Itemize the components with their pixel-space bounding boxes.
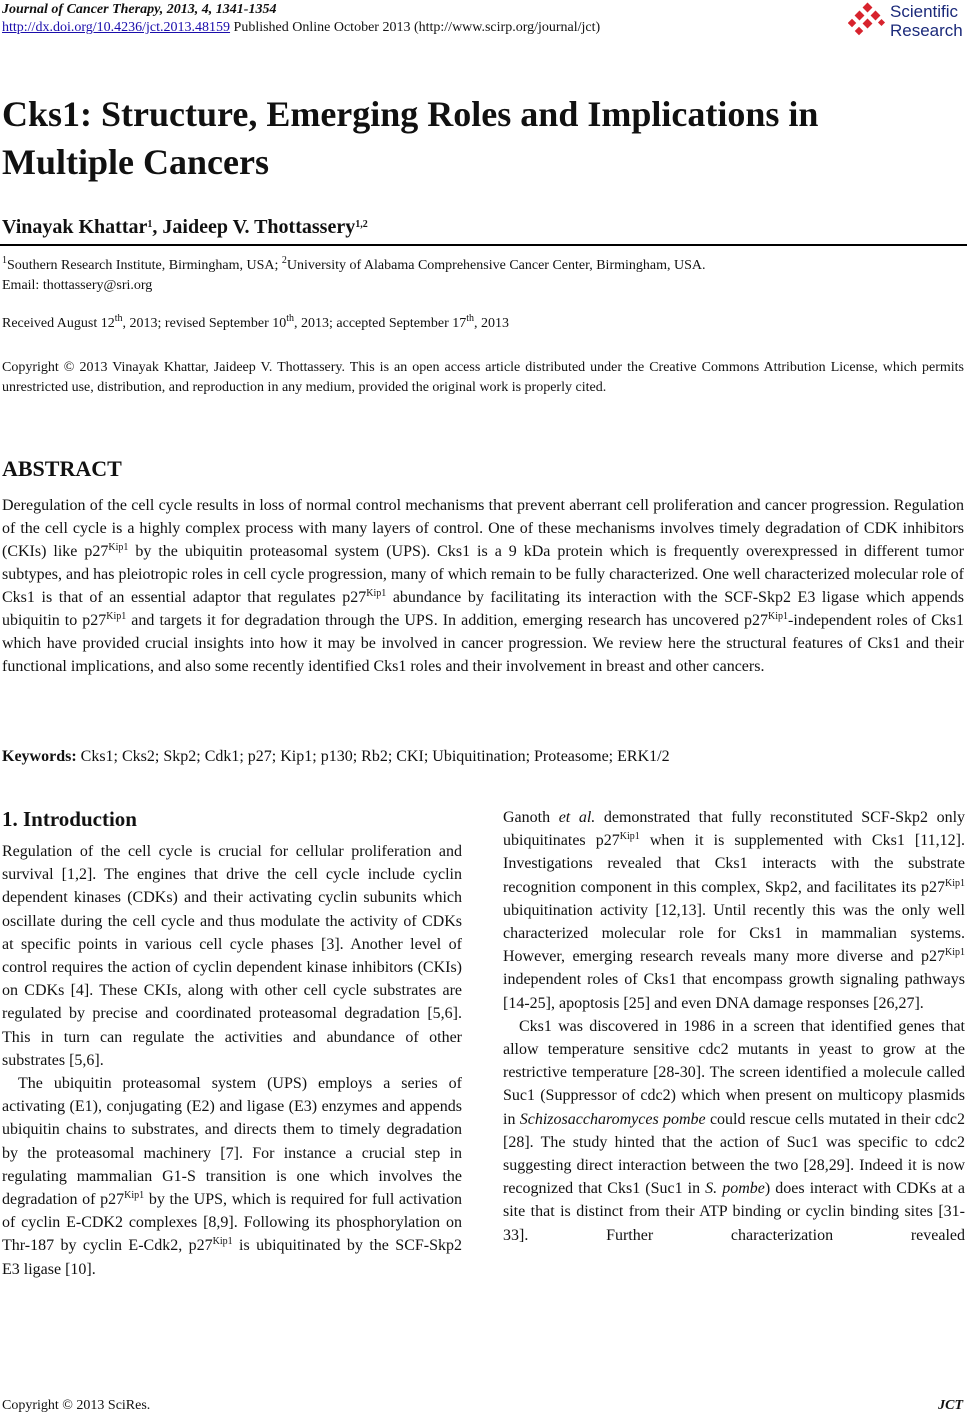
abstract-text: Deregulation of the cell cycle results in loss of normal control mechanisms that prevent aberrant cell proliferation and cancer progression. Regulation of the cell cycle is a highly complex process with many layers of control. One of these mechanisms involves timely degradation of CDK inhibitors (CKIs) like p27 (2, 497, 964, 560)
species-name: Schizosaccharomyces pombe (519, 1110, 706, 1128)
ordinal-sup: th (466, 313, 475, 324)
paragraph-text: ) does interact with CDKs at a site that is distinct from their ATP binding or cyclin binding sites [31-33]. Further characterization revealed (503, 1180, 966, 1244)
copyright-notice: Copyright © 2013 Vinayak Khattar, Jaideep V. Thottassery. This is an open access article distributed under the Creative Commons Attribution License, which permits unrestricted use, distribution, and reproduction in any medium, provided the original work is properly cited. (2, 360, 964, 395)
kip-sup: Kip1 (945, 877, 965, 889)
paragraph (2, 1072, 462, 1281)
paragraph-text: The ubiquitin proteasomal system (UPS) employs a series of activating (E1), conjugating (E2) and ligase (E3) enzymes and appends ubiquitin chains to substrates, and directs them to timely degradation by the proteasomal machinery [7]. For instance a crucial step in regulating mammalian G1-S transition is one which involves the degradation of p27 (2, 1075, 462, 1209)
logo-line-2: Research (890, 21, 963, 40)
kip-sup: Kip1 (366, 588, 387, 599)
journal-volume: , 2013, 4, 1341-1354 (159, 2, 277, 17)
kip-sup: Kip1 (106, 611, 127, 622)
affil-sup-1: 1 (2, 255, 7, 266)
abstract-text: by the ubiquitin proteasomal system (UPS). Cks1 is a 9 kDa protein which is frequently overexpressed in different tumor subtypes, and has pleiotropic roles in cell cycle progression, many of which remain to be fully characterized. One well characterized molecular role of Cks1 is that of an essential adaptor that regulates p27 (2, 543, 964, 606)
scientific-research-logo (848, 2, 966, 44)
year-part: , 2013 (474, 316, 510, 331)
paragraph-text: is ubiquitinated by the SCF-Skp2 E3 ligase [10]. (2, 1237, 462, 1278)
abstract-body (2, 494, 964, 678)
paragraph-text: by the UPS, which is required for full activation of cyclin E-CDK2 complexes [8,9]. Following its phosphorylation on Thr-187 by cyclin E-Cdk2, p27 (2, 1191, 463, 1255)
author-2: Jaideep V. Thottassery (162, 216, 356, 238)
abstract-text: and targets it for degradation through the UPS. In addition, emerging research has uncovered p27 (126, 612, 769, 629)
et-al: et al. (558, 809, 596, 826)
ordinal-sup: th (286, 313, 295, 324)
doi-line (2, 20, 600, 36)
header-divider (0, 244, 967, 246)
received-part: Received August 12 (2, 316, 115, 331)
revised-part: , 2013; revised September 10 (122, 316, 287, 331)
abstract-text: -independent roles of Cks1 which have provided crucial insights into how it may be involved in cancer progression. We review here the structural features of Cks1 and their functional implications, and also some recently identified Cks1 roles and their involvement in breast and other cancers. (2, 612, 964, 675)
paragraph-text: ubiquitination activity [12,13]. Until recently this was the only well characterized molecular role for Cks1 in mammalian systems. However, emerging research reveals many more diverse and p27 (503, 901, 965, 966)
section-heading: 1. Introduction (2, 807, 137, 831)
paragraph-text: when it is supplemented with Cks1 [11,12]. Investigations revealed that Cks1 interacts with the substrate recognition component in this complex, Skp2, and facilitates its p27 (503, 832, 965, 896)
author-2-affil: 1,2 (355, 219, 368, 230)
author-separator: , (152, 216, 163, 238)
footer-journal-abbrev: JCT (938, 1398, 963, 1413)
kip-sup: Kip1 (108, 542, 129, 553)
paragraph-text: independent roles of Cks1 that encompass growth signaling pathways [14-25], apoptosis [25] and even DNA damage responses [26,27]. (503, 971, 965, 1012)
kip-sup: Kip1 (124, 1190, 145, 1202)
published-note: Published Online October 2013 (http://www.scirp.org/journal/jct) (230, 20, 601, 35)
abstract-text: abundance by facilitating its interaction with the SCF-Skp2 E3 ligase which appends ubiquitin to p27 (2, 589, 964, 629)
affiliations (2, 256, 962, 296)
logo-mark-icon (848, 2, 888, 42)
affil-sup-2: 2 (281, 255, 287, 266)
paragraph: Regulation of the cell cycle is crucial for cellular proliferation and survival [1,2]. The engines that drive the cell cycle include cyclin dependent kinases (CDKs) and their activating cyclin subunits which oscillate during the cell cycle and thus modulate the activity of CDKs at specific points in various cell cycle phases [3]. Another level of control requires the action of cyclin dependent kinase inhibitors (CKIs) on CDKs [4]. These CKIs, along with other cell cycle substrates are regulated by precise and coordinated proteasomal degradation [5,6]. This in turn can regulate the activities and abundance of other substrates [5,6]. (2, 843, 462, 1069)
journal-citation (2, 2, 276, 18)
paragraph-text: Ganoth (503, 809, 559, 826)
paragraph (503, 806, 965, 1015)
keywords-label: Keywords: (2, 748, 77, 765)
doi-link[interactable]: http://dx.doi.org/10.4236/jct.2013.48159 (2, 20, 231, 35)
kip-sup: Kip1 (768, 611, 789, 622)
body-column-right (503, 806, 965, 1247)
body-column-left (2, 806, 462, 1281)
kip-sup: Kip1 (619, 831, 640, 843)
author-1-affil: 1 (147, 219, 153, 230)
paragraph-text: Cks1 was discovered in 1986 in a screen that identified genes that allow temperature sensitive cdc2 mutants in yeast to grow at the restrictive temperature [28-30]. The screen identified a molecule called Suc1 (Suppressor of cdc2) which when present on multicopy plasmids in (503, 1017, 965, 1128)
paragraph-text: demonstrated that fully reconstituted SCF-Skp2 only ubiquitinates p27 (503, 809, 966, 850)
footer-copyright: Copyright © 2013 SciRes. (2, 1398, 151, 1413)
journal-name: Journal of Cancer Therapy (2, 2, 160, 17)
affil-1: Southern Research Institute, Birmingham, USA; (7, 258, 282, 273)
paragraph-text: could rescue cells mutated in their cdc2 [28]. The study hinted that the action of Suc1 was specific to cdc2 suggesting direct interaction between the two [28,29]. Indeed it is now recognized that Cks1 (Suc1 in (503, 1110, 966, 1198)
species-name: S. pombe (705, 1180, 765, 1198)
ordinal-sup: th (114, 313, 123, 324)
title-line-2: Multiple Cancers (2, 142, 269, 182)
kip-sup: Kip1 (212, 1236, 233, 1248)
keywords-text: Cks1; Cks2; Skp2; Cdk1; p27; Kip1; p130; Rb2; CKI; Ubiquitination; Proteasome; ERK1/2 (76, 748, 670, 765)
keywords (2, 748, 964, 766)
author-list (2, 216, 368, 239)
accepted-part: , 2013; accepted September 17 (294, 316, 467, 331)
logo-line-1: Scientific (890, 2, 959, 21)
paragraph (503, 1015, 965, 1247)
abstract-heading: ABSTRACT (2, 456, 122, 481)
received-dates (2, 313, 510, 332)
author-1: Vinayak Khattar (2, 216, 148, 238)
kip-sup: Kip1 (945, 947, 965, 959)
logo-text (890, 2, 963, 40)
email: Email: thottassery@sri.org (2, 278, 153, 293)
affiliation-line (2, 256, 962, 276)
affil-2: University of Alabama Comprehensive Cancer Center, Birmingham, USA. (286, 258, 706, 273)
page-title (2, 90, 942, 186)
title-line-1: Cks1: Structure, Emerging Roles and Implications in (2, 94, 819, 134)
